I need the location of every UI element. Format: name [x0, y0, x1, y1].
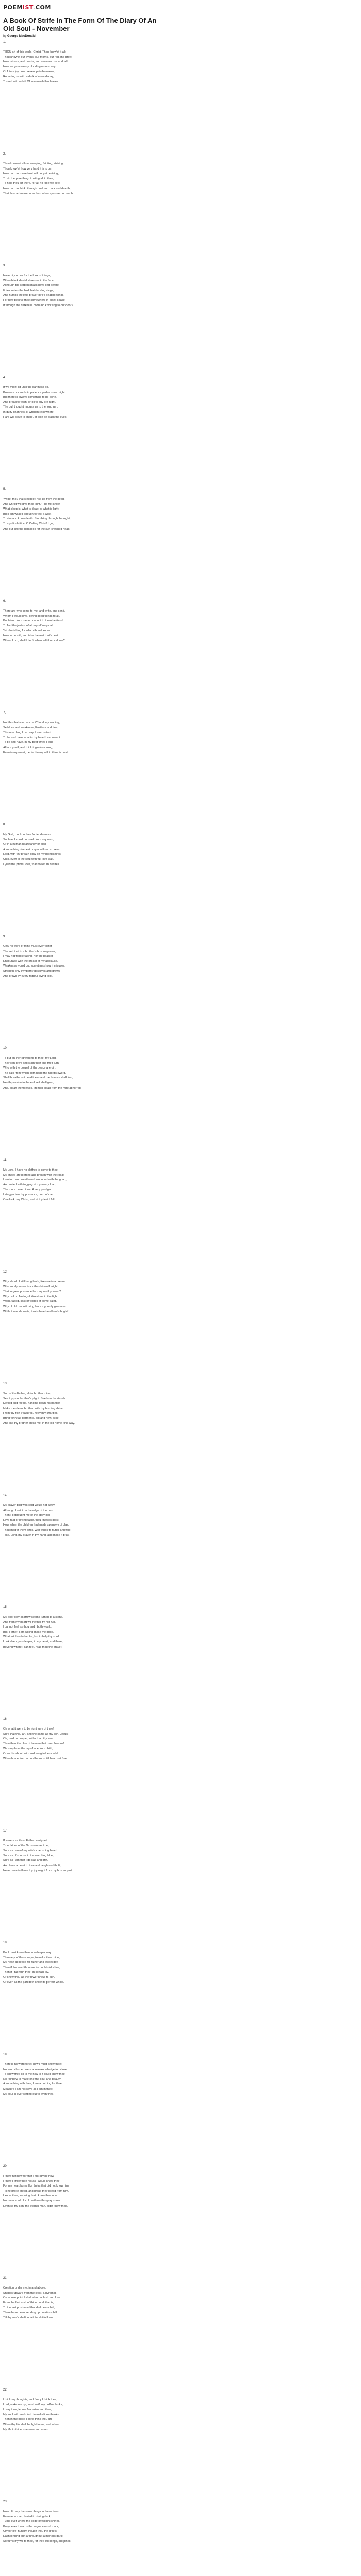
poem-line: Turns ever where the edge of twilight shines,: [3, 2520, 60, 2523]
stanza-spacer: [3, 2281, 220, 2286]
poem-line: Shapes upward from the least, a pyramid,: [3, 2291, 57, 2295]
poem-line: The more I need thee! A very prodigal: [3, 1188, 52, 1192]
poem-line: Cry for life, hungry, though thou the drinks,: [3, 2530, 58, 2533]
stanza: [3, 2164, 220, 2276]
stanza-spacer: [3, 380, 220, 385]
poem-line: I know thee, knowing that I know thee now: [3, 2194, 58, 2198]
poem-line: To do the pure thing, trusting all to thee;: [3, 177, 54, 180]
poem-line: How we grow weary plodding on our way;: [3, 65, 57, 69]
stanza: [3, 40, 220, 152]
stanza-spacer: [3, 492, 220, 497]
poem-line: And have a heart to love and laugh and thrift,: [3, 1863, 61, 1867]
poem-line: The dull thought nudges us to the long run,: [3, 405, 58, 409]
poem-line: No rainbow to make one the soul-and-beauty;: [3, 2077, 62, 2081]
poem-line: For how believe thee somewhere in blank space,: [3, 298, 66, 302]
stanza: [3, 376, 220, 487]
site-logo[interactable]: [3, 4, 51, 11]
poem-line: Take, Lord, my prayer in thy hand, and make it pray.: [3, 1533, 70, 1537]
poem-line: When thy life shall be light in me, and when: [3, 2422, 59, 2426]
stanza-spacer: [3, 268, 220, 274]
poem-line: And out into the dark look for the sun-crowned head.: [3, 527, 70, 531]
stanza-number: 16.: [3, 1718, 8, 1721]
stanza-number: 13.: [3, 1382, 8, 1385]
stanza: [3, 1046, 220, 1158]
poem-line: Worn, faded, cast off-robes of some saint?: [3, 1300, 58, 1303]
stanza: [3, 599, 220, 711]
poem-line: Neath passion to the evil self shall gear,: [3, 1081, 54, 1084]
poem-line: Till he broke bread, and brake their bread from him.: [3, 2189, 69, 2193]
stanza-spacer: [3, 1498, 220, 1503]
poem-line: Prays ever towards the vague eternal mark,: [3, 2524, 59, 2528]
poem-line: Although I set it on the edge of the nest.: [3, 1509, 54, 1512]
poem-line: To be and have what in thy heart I am meant: [3, 736, 60, 739]
poem-line: Possess our souls in patience perhaps we might;: [3, 391, 66, 394]
stanza: [3, 1382, 220, 1494]
poem-line: Of future joy how present pain bereaves,: [3, 70, 55, 74]
poem-line: While there He waits, love's heart and love's bright!: [3, 1310, 69, 1313]
poem-line: But, Father, I am willing-make me good.: [3, 1630, 54, 1634]
poem-line: There is no word to tell how I must know thee;: [3, 2063, 62, 2066]
stanza: [3, 711, 220, 823]
poem-line: Who surely sense its clothes himself aright,: [3, 1285, 59, 1289]
poem-line: Whom I would love, giving good things to all,: [3, 614, 60, 618]
poem-line: One look, my Christ, and at thy feet I fall!: [3, 1198, 56, 1201]
poem-line: To be and have. In my best times I long: [3, 741, 54, 744]
poem-line: How to be still, and take the rest that's best: [3, 634, 58, 637]
poem-line: Beyond where I can feel, read thou the prayer.: [3, 1645, 62, 1649]
stanza-number: 14.: [3, 1494, 8, 1497]
poem-line: But friend from name I cannot to them befriend.: [3, 619, 64, 623]
stanza: [3, 264, 220, 376]
poem-line: And, clean themselves, lift men clean from the mire abhorred.: [3, 1086, 82, 1090]
poem-line: Not this that was, nor rent? In all my waning,: [3, 721, 60, 724]
stanza: [3, 1494, 220, 1605]
poem-line: Creation under me, in and above,: [3, 2286, 46, 2290]
poem-line: Make me clean, brother, with thy burning shine;: [3, 1406, 64, 1410]
poem-line: Thou mad'st them birds, with wings to flutter and fold:: [3, 1528, 71, 1532]
poem-line: Measure I am not save as I am in thee;: [3, 2087, 53, 2091]
poem-line: Such as I could not seek from any man,: [3, 838, 54, 841]
poem-line: Shall breathe out deadliness and the horrors shall fear,: [3, 1076, 73, 1080]
stanza-spacer: [3, 604, 220, 609]
poem-line: Self-love and weakness, Eastless and free;: [3, 726, 58, 730]
site-header: [0, 0, 361, 14]
poem-line: There are who come to me, and write, and send,: [3, 609, 65, 613]
poem-line: After my will, and think it glorious song;: [3, 745, 53, 749]
poem-line: Why of old moonlit bring back a ghostly gleam —: [3, 1304, 66, 1308]
stanza-number: 17.: [3, 1829, 8, 1833]
stanza: [3, 1941, 220, 2053]
poem-line: Encourage with the breath of my applause.: [3, 959, 58, 963]
poem-line: Only no word of mine must ever foster: [3, 945, 52, 948]
stanza-number: 4.: [3, 376, 6, 379]
poem-line: The balk from which doth hang the Spirit's sword,: [3, 1071, 67, 1075]
poem-line: Or in a human heart fancy or plan —: [3, 843, 50, 846]
poem-line: Bring forth fair garments, old and new, alike;: [3, 1416, 60, 1420]
poem-line: If were sure thou, Father, verily art,: [3, 1839, 48, 1842]
poem-line: A something deepest prayer will not express:: [3, 848, 61, 851]
poem-line: That in great presence he may worthy seem?: [3, 1290, 61, 1294]
stanza: [3, 1270, 220, 1382]
poem-line: But I am waked enough to feel a woe,: [3, 512, 52, 516]
poem-line: But there is always something to be done,: [3, 396, 57, 399]
poem-line: THOU art of this world, Christ. Thou know'st it all;: [3, 50, 66, 54]
poem-line: To hold thou art there, for all no face we see;: [3, 182, 60, 185]
stanza-number: 21.: [3, 2277, 8, 2280]
stanza-number: 3.: [3, 264, 6, 267]
stanza-number: 1.: [3, 41, 6, 44]
poem-line: Nor ever shall till cold with earth's gray snow: [3, 2199, 60, 2202]
poem-line: Yet cherishing for which thou'd know,: [3, 629, 51, 633]
poem-line: The self that in a brother's bosom gnaws;: [3, 950, 56, 953]
stanza-spacer: [3, 827, 220, 833]
poem-line: I know not how-for that I first divine how: [3, 2175, 54, 2178]
logo-word-ist: IST: [22, 4, 34, 11]
stanza-number: 5.: [3, 488, 6, 491]
poem-line: Lord, wake me up; send swift my coffin-planks,: [3, 2403, 63, 2406]
stanza: [3, 152, 220, 264]
author-link[interactable]: George MacDonald: [7, 35, 36, 38]
poem-line: Sure as I am of my wife's cherishing heart,: [3, 1849, 58, 1853]
poem-line: How, when the children had made sparrows of clay,: [3, 1523, 69, 1527]
stanza-number: 8.: [3, 823, 6, 826]
poem-line: Thou than the blue of heaven that over flees us!: [3, 1742, 64, 1745]
poem-line: Sure as of sunrise in the watching blue,: [3, 1854, 54, 1857]
poem-line: I know I know thee not as I would know thee;: [3, 2179, 61, 2183]
poem-line: And numbs the little prayer-bird's beating wings.: [3, 294, 64, 297]
stanza-number: 11.: [3, 1159, 7, 1162]
poem-line: Tossed with a drift Of summer-fallen leaves.: [3, 80, 59, 83]
stanza: [3, 2276, 220, 2388]
poem-line: In gulfy channels, ill-wrought elsewhere,: [3, 410, 55, 414]
poem-line: I cannot feel as thou and I both would;: [3, 1625, 52, 1629]
poem-line: To find the justest of all myself may call: [3, 624, 53, 628]
poem-line: To but an inert drowning-to thee, my Lord,: [3, 1057, 57, 1060]
poem-line: That thou art nearer now than when eye-seen on earth.: [3, 192, 74, 195]
stanza-spacer: [3, 1722, 220, 1727]
stanza-number: 22.: [3, 2388, 8, 2392]
stanza-spacer: [3, 716, 220, 721]
poem-line: If through the darkness come no knocking to our door?: [3, 303, 73, 307]
poem-line: Oh, hold us deeper, wider than thy sea,: [3, 1737, 54, 1741]
poem-line: There have been sending up creations hill,: [3, 2311, 58, 2314]
poem-line: My heart at peace for father and sweet day: [3, 1961, 58, 1964]
stanza-number: 7.: [3, 711, 6, 715]
poem-line: We simple as the cry of one from child,: [3, 1747, 53, 1751]
poem-line: My soul will break forth in melodious thanks,: [3, 2413, 60, 2416]
stanza-spacer: [3, 1610, 220, 1615]
stanza-number: 23.: [3, 2500, 8, 2503]
poem-line: Or knew thou as the flower knew its sun,: [3, 1975, 55, 1979]
poem-line: Who with the gospel of thy peace are girt;: [3, 1066, 56, 1070]
poem-line: When home from school he runs, till heart set free.: [3, 1757, 68, 1760]
stanza: [3, 1158, 220, 1270]
poem-line: Sure that thou art, and the same as thy son, Jesus!: [3, 1732, 69, 1736]
stanza: [3, 1717, 220, 1829]
stanza-spacer: [3, 157, 220, 162]
poem-line: Even as a man, buried in during dark,: [3, 2515, 51, 2518]
poem-line: My Lord, I have no clothes to come to thee;: [3, 1168, 59, 1172]
poem-line: To rise and know death. Stumbling through the night,: [3, 517, 71, 521]
stanza-spacer: [3, 2169, 220, 2174]
stanza-spacer: [3, 2504, 220, 2510]
stanza-number: 6.: [3, 600, 6, 603]
stanza-spacer: [3, 1163, 220, 1168]
poem-line: Weakness would cry, sometimes how it misuses.: [3, 964, 65, 968]
stanza-spacer: [3, 1386, 220, 1392]
poem-line: From thy rich treasures, heavenly charities,: [3, 1412, 58, 1415]
stanza: [3, 1605, 220, 1717]
poem-line: Oh what it were to be right sure of thee!: [3, 1727, 54, 1731]
stanza-number: 19.: [3, 2053, 8, 2056]
poem-line: And Christ will give thee light." I do not know: [3, 502, 60, 506]
poem-line: To know thee so to me now is it could show thee.: [3, 2073, 66, 2076]
poem-line: Then if the wind thou me for doubt old shine,: [3, 1965, 60, 1969]
poem-line: Rounding us with a dark of mere decay,: [3, 75, 54, 78]
poem-line: What art thou father for, but to help thy son?: [3, 1635, 60, 1639]
stanza-spacer: [3, 1275, 220, 1280]
stanza-spacer: [3, 2393, 220, 2398]
poem-line: Thou know'st our evens, our morns, our red and gray;: [3, 55, 72, 59]
poem-line: But I must know thee in a deeper way: [3, 1951, 52, 1954]
logo-word-poem: POEM: [3, 4, 23, 11]
poem-body: [3, 40, 220, 2576]
poem-line: Although the serpent mask have lied before,: [3, 284, 60, 287]
stanza: [3, 823, 220, 935]
stanza: [3, 935, 220, 1046]
logo-word-com: COM: [35, 4, 51, 11]
poem-line: Than any of these ways, to make thee mine;: [3, 1956, 60, 1959]
poem-line: I pray thee, let me fear-alive and thee;: [3, 2408, 52, 2412]
poem-line: And soiled with tugging at my weary load;: [3, 1183, 56, 1187]
poem-line: How mirrors, and hearts, and seasons rise and fall;: [3, 60, 69, 64]
poem-line: Till thy son's shaft in faithful dutiful love.: [3, 2316, 54, 2319]
poem-line: Then if I tug with thee, in certain joy,: [3, 1971, 50, 1974]
stanza-spacer: [3, 45, 220, 50]
poem-line: Son of the Father, elder brother mine,: [3, 1392, 51, 1395]
poem-line: When blank denial stares us in the face.: [3, 279, 55, 282]
poem-line: Have pity on us for the look of things,: [3, 274, 51, 277]
poem-line: I stagger into thy presence, Lord of me:: [3, 1193, 54, 1196]
byline: [3, 35, 358, 38]
poem-line: On whose point I shall stand at last, and love.: [3, 2296, 61, 2300]
poem-line: My shoes are pierced and broken with the road;: [3, 1173, 64, 1177]
poem-line: Sure as I am that I do sad and drift,: [3, 1859, 48, 1862]
poem-line: To my dim lattice, O Calling Christ! I go,: [3, 522, 54, 526]
poem-line: How hard to think, through cold and dark and dearth,: [3, 187, 71, 190]
poem-line: I yield the primal love, that no return desires.: [3, 862, 60, 866]
poem-line: And bread to fetch, or oil to buy ere night.: [3, 400, 56, 404]
stanza: [3, 2053, 220, 2164]
poem-line: Each longing drift a throughout a mortal's dark:: [3, 2534, 63, 2538]
page-title: A Book Of Strife In The Form Of The Diary Of An Old Soul - November: [3, 16, 157, 32]
byline-prefix: by: [3, 35, 7, 38]
stanza-spacer: [3, 1834, 220, 1839]
poem-line: Even in my worst, perfect in my will to thine is bent.: [3, 751, 69, 754]
stanza: [3, 2500, 220, 2576]
poem-line: See thy poor brother's plight: See how he stands: [3, 1397, 65, 1400]
stanza-number: 18.: [3, 1941, 8, 1944]
poem-line: Lord, with thy breath blow on my being's fires,: [3, 853, 62, 856]
poem-line: Then in the place I go to think thou art;: [3, 2418, 53, 2421]
poem-line: Why call up feelings? Wrest me in the fight: [3, 1295, 58, 1298]
poem-line: When, Lord, shall I be fit when wilt thou call me?: [3, 639, 65, 642]
poem-line: Defiled and feeble, hanging down his hands!: [3, 1402, 60, 1405]
stanza-number: 20.: [3, 2165, 8, 2168]
poem-line: Thou knowest all our weeping, fainting, striving;: [3, 162, 64, 165]
poem-line: Nevermore in flame thy joy might from my bosom part.: [3, 1869, 73, 1872]
poem-line: My life to thine is answer and amen.: [3, 2428, 50, 2431]
poem-line: Why should I still hang back, like one in a dream,: [3, 1280, 66, 1283]
poem-line: No wind clasped were a love-knowledge too close:: [3, 2067, 68, 2071]
poem-line: To the last post-word that darkness chid,: [3, 2306, 55, 2310]
poem-line: Love-fact or loving fable, thou knowest best —: [3, 1518, 62, 1522]
poem-line: "Wide, thou that sleepest; rise up from the dead,: [3, 498, 65, 501]
poem-line: If we might sit until the darkness go,: [3, 386, 49, 389]
poem-line: My God, I look to thee for tenderness: [3, 833, 51, 836]
poem-line: Even so thy son, the eternal man, didst know thee.: [3, 2204, 68, 2208]
poem-line: Then I bethought me of the story old —: [3, 1514, 54, 1517]
poem-line: My poor clay-sparrow seems turned to a stone,: [3, 1616, 63, 1619]
poem-line: True father of the Nazarene as true,: [3, 1844, 49, 1848]
stanza: [3, 1829, 220, 1941]
poem-line: And grows by every faithful loving look.: [3, 974, 53, 978]
stanza-number: 9.: [3, 935, 6, 938]
stanza-spacer: [3, 2057, 220, 2062]
stanza-number: 10.: [3, 1047, 8, 1050]
poem-line: Until, even in the soul with full love wax,: [3, 857, 54, 861]
poem-line: Or even as the part doth know its perfect whole.: [3, 1980, 64, 1984]
poem-header: [0, 14, 361, 38]
poem-line: Look deep, yes deeper, in my heart, and there,: [3, 1640, 63, 1643]
stanza: [3, 487, 220, 599]
poem-line: So turns my will to thee, for thee still longs, still pines.: [3, 2539, 72, 2543]
poem-line: Or as his shout, with sudden gladness wild,: [3, 1752, 59, 1755]
poem-line: A something with thee, I am a nothing for thee.: [3, 2082, 63, 2086]
poem-line: This one thing I can say: I am content: [3, 731, 51, 735]
poem-line: From the first rush of thine on all that is,: [3, 2301, 54, 2304]
poem-line: My prayer-bird was cold-would not away,: [3, 1504, 55, 1507]
poem-line: My soul in ever setting out to even thee.: [3, 2092, 54, 2096]
poem-line: How oft I say the same things in these lines!: [3, 2510, 60, 2513]
logo-dot: .: [33, 4, 36, 11]
poem-line: And like thy brother dress me, in the old home-kind way.: [3, 1421, 75, 1425]
stanza: [3, 2388, 220, 2500]
poem-line: Thou know'st how very hard it is to be;: [3, 167, 52, 171]
poem-line: How hard to rouse faint will not yet reviving;: [3, 172, 59, 176]
poem-line: I think my thoughts, and fancy I think thee;: [3, 2398, 57, 2401]
poem-line: Strength only sympathy deserves and draws —: [3, 969, 64, 973]
stanza-number: 15.: [3, 1606, 8, 1609]
poem-line: And from my heart will neither fly nor run.: [3, 1620, 56, 1624]
poem-line: They can drive and stain their end their turn: [3, 1061, 59, 1065]
poem-line: What sleep is; what is dead; or what is light;: [3, 507, 59, 511]
poem-line: It fascinates the bird that darkling sings,: [3, 289, 54, 292]
stanza-spacer: [3, 939, 220, 944]
poem-line: I am torn and weathered, wounded with the goad,: [3, 1178, 67, 1182]
stanza-spacer: [3, 1945, 220, 1951]
stanza-spacer: [3, 1051, 220, 1056]
stanza-number: 12.: [3, 1270, 8, 1274]
poem-line: Hard will strive to shine, or else be black the eyes.: [3, 415, 68, 419]
poem-line: I may not fondle failing, nor the boaster: [3, 955, 53, 958]
stanza-number: 2.: [3, 152, 6, 156]
poem-line: For my heart burns like theirs that did not know him,: [3, 2184, 70, 2188]
